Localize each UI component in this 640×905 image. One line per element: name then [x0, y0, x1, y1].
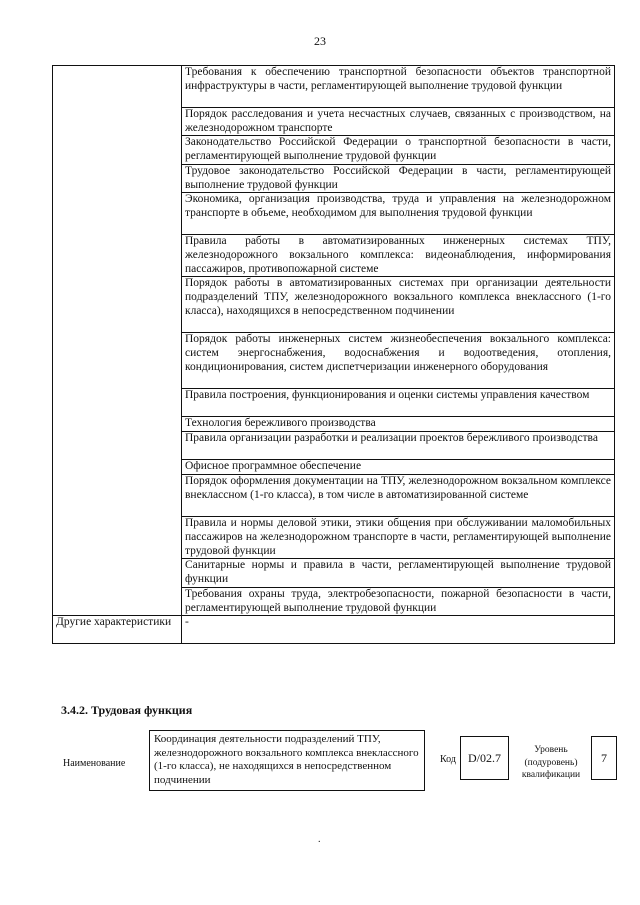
footer-mark: . — [318, 834, 321, 845]
requirement-cell: Трудовое законодательство Российской Федерации в части, регламентирующей выполнение трудовой функции — [182, 164, 615, 192]
requirement-cell: Законодательство Российской Федерации о транспортной безопасности в части, регламентирующей выполнение трудовой функции — [182, 136, 615, 164]
requirement-cell: Правила и нормы деловой этики, этики общения при обслуживании маломобильных пассажиров на железнодорожном транспорте в части, регламентирующей выполнение трудовой функции — [182, 517, 615, 559]
requirement-cell: Экономика, организация производства, труда и управления на железнодорожном транспорте в объеме, необходимом для выполнения трудовой функции — [182, 193, 615, 235]
section-title: 3.4.2. Трудовая функция — [61, 703, 193, 717]
requirement-cell: Порядок работы инженерных систем жизнеобеспечения вокзального комплекса: систем энергоснабжения, водоснабжения и водоотведения, отопления, кондиционирования, систем диспетчеризации инженерного оборудования — [182, 333, 615, 389]
table-row — [53, 66, 615, 108]
qualification-level-label: Уровень (подуровень) квалификации — [521, 745, 581, 780]
requirement-cell: Требования к обеспечению транспортной безопасности объектов транспортной инфраструктуры в части, регламентирующей выполнение трудовой функции — [182, 66, 615, 108]
requirement-cell: Требования охраны труда, электробезопасности, пожарной безопасности в части, регламентирующей выполнение трудовой функции — [182, 587, 615, 615]
requirement-cell: Правила построения, функционирования и оценки системы управления качеством — [182, 389, 615, 417]
empty-label-cell — [53, 66, 182, 616]
page-number: 23 — [314, 34, 326, 48]
requirement-cell: Санитарные нормы и правила в части, регламентирующей выполнение трудовой функции — [182, 559, 615, 587]
function-name-box: Координация деятельности подразделений ТПУ, железнодорожного вокзального комплекса внеклассного (1-го класса), не находящихся в непосредственном подчинении — [149, 730, 425, 791]
qualification-level-box: 7 — [591, 736, 617, 780]
other-characteristics-label: Другие характеристики — [53, 616, 182, 644]
requirement-cell: Порядок оформления документации на ТПУ, железнодорожном вокзальном комплексе внеклассном (1-го класса), в том числе в автоматизированной системе — [182, 475, 615, 517]
requirement-cell: Правила работы в автоматизированных инженерных системах ТПУ, железнодорожного вокзального комплекса: видеонаблюдения, информирования пассажиров, противопожарной системе — [182, 235, 615, 277]
table-row — [53, 616, 615, 644]
requirement-cell: Правила организации разработки и реализации проектов бережливого производства — [182, 432, 615, 460]
requirement-cell: Порядок работы в автоматизированных системах при организации деятельности подразделений ТПУ, железнодорожного вокзального комплекса внеклассного (1-го класса), находящихся в непосредственном подчинении — [182, 277, 615, 333]
requirement-cell: Технология бережливого производства — [182, 417, 615, 432]
function-code-box: D/02.7 — [460, 736, 509, 780]
other-characteristics-value: - — [182, 616, 615, 644]
name-label: Наименование — [63, 758, 126, 769]
requirement-cell: Порядок расследования и учета несчастных случаев, связанных с производством, на железнодорожном транспорте — [182, 108, 615, 136]
code-label: Код — [440, 754, 456, 765]
requirements-table — [52, 65, 615, 644]
labor-function-row — [0, 726, 640, 796]
requirement-cell: Офисное программное обеспечение — [182, 460, 615, 475]
